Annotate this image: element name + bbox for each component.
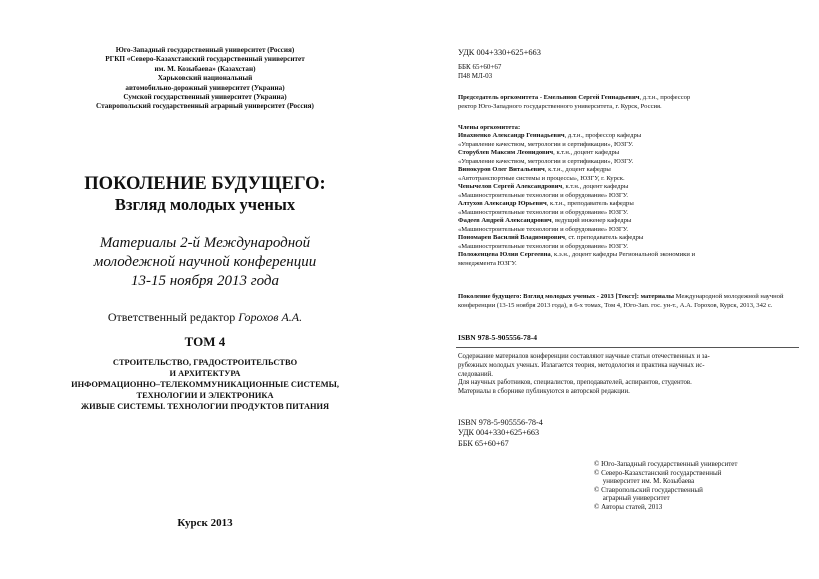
members-heading: Члены оргкомитета: <box>458 124 521 131</box>
copyright-line: © Авторы статей, 2013 <box>594 502 663 511</box>
bibliographic-citation <box>458 293 793 310</box>
section-line: И АРХИТЕКТУРА <box>169 369 241 378</box>
university-line: Харьковский национальный <box>157 74 253 83</box>
section-line: ИНФОРМАЦИОННО–ТЕЛЕКОММУНИКАЦИОННЫЕ СИСТЕМЫ, <box>71 380 339 389</box>
annotation-line: Для научных работников, специалистов, преподавателей, аспирантов, студентов. <box>458 379 692 387</box>
editor-label: Ответственный редактор <box>107 310 239 324</box>
citation-title: Поколение будущего: Взгляд молодых ученых - 2013 [Текст]: материалы <box>458 293 675 300</box>
section-line: ТЕХНОЛОГИИ И ЭЛЕКТРОНИКА <box>136 391 274 400</box>
annotation-line: Материалы в сборнике публикуются в авторской редакции. <box>458 388 630 396</box>
materials-line: Материалы 2-й Международной <box>99 235 311 251</box>
copyright-line: © Северо-Казахстанский государственный <box>594 468 722 477</box>
member-line: Сторублев Максим Леонидович, к.т.н., доцент кафедры <box>458 149 620 157</box>
volume-label: ТОМ 4 <box>184 334 226 349</box>
annotation-line: рубежных молодых ученых. Излагается теория, методология и практика научных ис- <box>458 361 705 369</box>
udk-line: УДК 004+330+625+663 <box>458 428 540 438</box>
udk-code: УДК 004+330+625+663 <box>458 48 541 57</box>
responsible-editor <box>40 310 370 324</box>
author-mark: П48 МЛ-03 <box>458 72 493 80</box>
materials-line: молодежной научной конференции <box>93 254 317 270</box>
editor-name: Горохов А.А. <box>238 310 303 324</box>
conference-materials <box>40 234 370 291</box>
member-line: «Управление качеством, метрологии и сертификации», ЮЗГУ. <box>458 157 634 165</box>
member-line: Ивахненко Александр Геннадьевич, д.т.н., профессор кафедры <box>458 132 642 140</box>
university-line: РГКП «Северо-Казахстанский государственный университет <box>105 55 305 64</box>
copyright-line: университет им. М. Козыбаева <box>594 477 695 486</box>
annotation <box>458 353 793 397</box>
book-title: ПОКОЛЕНИЕ БУДУЩЕГО: <box>84 174 326 194</box>
university-line: Юго-Западный государственный университет (Россия) <box>115 46 295 54</box>
committee-members <box>458 124 798 268</box>
chair-affiliation: ректор Юго-Западного государственного университета, г. Курск, Россия. <box>458 102 662 110</box>
university-line: Сумской государственный университет (Украина) <box>123 93 287 102</box>
member-line: Алтухов Александр Юрьевич, к.т.н., преподаватель кафедры <box>458 200 634 208</box>
citation-details: Международной молодежной научной конференции (13-15 ноября 2013 года), в 6-х томах, Том 4, Юго-Зап. гос. ун-т., А.А. Горохов, Курск, 2013, 342 с. <box>458 293 784 309</box>
divider <box>456 347 799 348</box>
city-year: Курск 2013 <box>177 517 233 529</box>
member-line: «Машиностроительные технологии и оборудование» ЮЗГУ. <box>458 225 628 233</box>
copyright-line: аграрный университет <box>594 494 670 503</box>
member-line: Фадеев Андрей Александрович, ведущий инженер кафедры <box>458 217 632 225</box>
isbn-line: ISBN 978-5-905556-78-4 <box>458 418 543 427</box>
university-line: им. М. Козыбаева» (Казахстан) <box>154 64 256 73</box>
member-line: Чевычелов Сергей Александрович, к.т.н., доцент кафедры <box>458 183 629 191</box>
member-line: Положенцева Юлия Сергеевна, к.э.н., доцент кафедры Региональной экономики и <box>458 251 696 259</box>
copyright-list <box>594 460 794 512</box>
isbn-block <box>458 418 543 449</box>
sections-list <box>22 357 388 412</box>
bbk-code: ББК 65+60+67 <box>458 63 502 71</box>
member-line: Пономарев Василий Владимирович, ст. преподаватель кафедры <box>458 234 644 242</box>
member-line: «Машиностроительные технологии и оборудование» ЮЗГУ. <box>458 242 628 250</box>
member-line: «Автотранспортные системы и процессы», ЮЗГУ, г. Курск. <box>458 174 625 182</box>
member-line: «Машиностроительные технологии и оборудование» ЮЗГУ. <box>458 191 628 199</box>
member-line: «Управление качеством, метрологии и сертификации», ЮЗГУ. <box>458 140 634 148</box>
universities-list <box>60 46 350 112</box>
university-line: автомобильно-дорожный университет (Украина) <box>125 83 285 92</box>
book-subtitle: Взгляд молодых ученых <box>114 195 296 214</box>
committee-chair <box>458 94 788 112</box>
chair-name: Председатель оргкомитета - Емельянов Сергей Геннадьевич <box>458 94 640 101</box>
section-line: ЖИВЫЕ СИСТЕМЫ. ТЕХНОЛОГИИ ПРОДУКТОВ ПИТАНИЯ <box>80 402 330 411</box>
isbn-main: ISBN 978-5-905556-78-4 <box>458 333 538 342</box>
right-page <box>410 0 819 579</box>
university-line: Ставропольский государственный аграрный университет (Россия) <box>96 102 314 111</box>
copyright-line: © Юго-Западный государственный университет <box>594 460 738 468</box>
bbk-line: ББК 65+60+67 <box>458 438 509 448</box>
annotation-line: следований. <box>458 370 493 378</box>
materials-line: 13-15 ноября 2013 года <box>130 273 280 289</box>
copyright-line: © Ставропольский государственный <box>594 485 703 494</box>
chair-desc: , д.т.н., профессор <box>639 94 691 101</box>
section-line: СТРОИТЕЛЬСТВО, ГРАДОСТРОИТЕЛЬСТВО <box>112 358 298 367</box>
member-line: Винокуров Олег Витальевич, к.т.н., доцент кафедры <box>458 166 611 174</box>
annotation-line: Содержание материалов конференции составляют научные статьи отечественных и за- <box>458 353 710 360</box>
member-line: «Машиностроительные технологии и оборудование» ЮЗГУ. <box>458 208 628 216</box>
member-line: менеджмента ЮЗГУ. <box>458 259 517 267</box>
